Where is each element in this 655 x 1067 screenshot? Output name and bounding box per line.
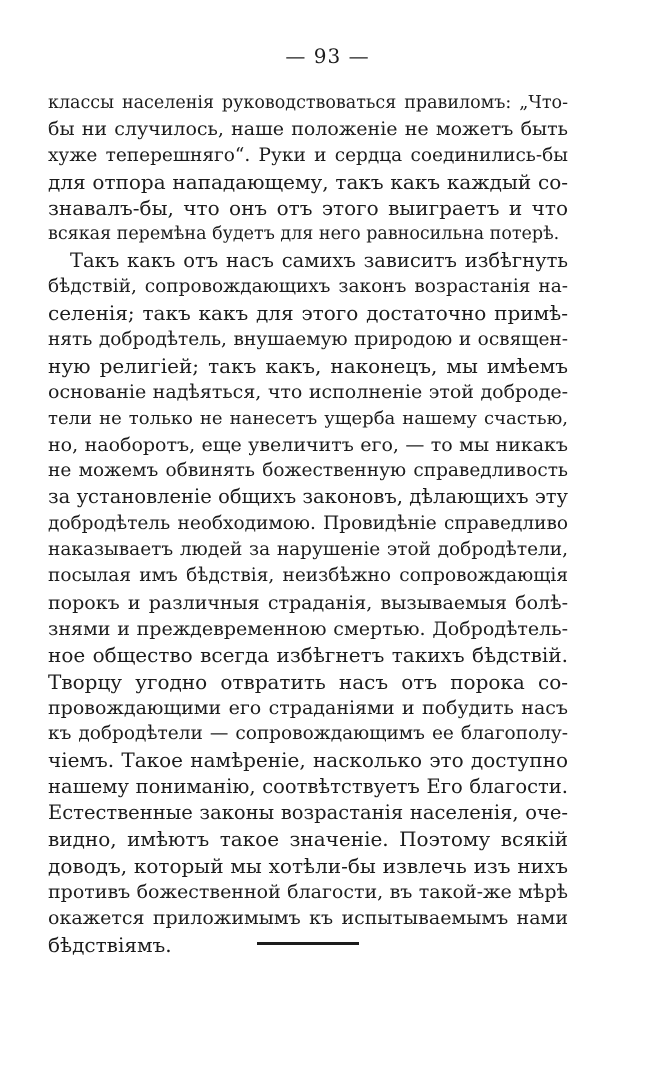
text-line: тели не только не нанесетъ ущерба нашему счастью, bbox=[48, 407, 568, 429]
text-line: къ добродѣтели — сопровождающимъ ее благополу- bbox=[48, 723, 568, 745]
page-number: — 93 — bbox=[285, 44, 370, 68]
text-line: бѣдствій, сопровождающихъ законъ возрастанія на- bbox=[48, 276, 568, 298]
text-line: для отпора нападающему, такъ какъ каждый со- bbox=[48, 169, 568, 194]
text-line: не можемъ обвинять божественную справедливость bbox=[48, 460, 568, 482]
text-line: селенія; такъ какъ для этого достаточно примѣ- bbox=[48, 301, 568, 326]
text-line: посылая имъ бѣдствія, неизбѣжно сопровождающія bbox=[48, 565, 568, 587]
text-line: хуже теперешняго“. Руки и сердца соединились-бы bbox=[48, 144, 568, 166]
text-line: знавалъ-бы, что онъ отъ этого выиграетъ и что bbox=[48, 196, 568, 221]
text-line: провождающими его страданіями и побудить насъ bbox=[48, 696, 568, 719]
body-text bbox=[48, 90, 568, 958]
text-line: добродѣтель необходимою. Провидѣніе справедливо bbox=[48, 512, 568, 534]
text-line: наказываетъ людей за нарушеніе этой добродѣтели, bbox=[48, 539, 568, 561]
text-line: нашему пониманію, соотвѣтствуетъ Его благости. bbox=[48, 774, 568, 798]
text-line: ное общество всегда избѣгнетъ такихъ бѣдствій. bbox=[48, 643, 568, 668]
text-line: за установленіе общихъ законовъ, дѣлающихъ эту bbox=[48, 485, 568, 509]
text-line: знями и преждевременною смертью. Добродѣтель- bbox=[48, 617, 568, 640]
text-line: доводъ, который мы хотѣли-бы извлечь изъ нихъ bbox=[48, 853, 568, 878]
text-line: бы ни случилось, наше положеніе не можетъ быть bbox=[48, 118, 568, 141]
text-line: нять добродѣтель, внушаемую природою и освящен- bbox=[48, 328, 568, 350]
text-line: Такъ какъ отъ насъ самихъ зависитъ избѣгнуть bbox=[70, 248, 568, 272]
text-line: порокъ и различныя страданія, вызываемыя болѣ- bbox=[48, 591, 568, 614]
text-line: ную религіей; такъ какъ, наконецъ, мы имѣемъ bbox=[48, 353, 568, 378]
paragraph-2 bbox=[48, 248, 568, 958]
text-line: бѣдствіямъ. bbox=[48, 932, 172, 957]
end-rule bbox=[257, 942, 359, 945]
text-line: Естественные законы возрастанія населенія, оче- bbox=[48, 801, 568, 825]
paragraph-1 bbox=[48, 90, 568, 248]
text-line: видно, имѣютъ такое значеніе. Поэтому всякій bbox=[48, 827, 568, 852]
text-line: классы населенія руководствоваться правиломъ: „Что- bbox=[48, 93, 568, 113]
text-line: Творцу угодно отвратить насъ отъ порока со- bbox=[48, 669, 568, 694]
text-line: противъ божественной благости, въ такой-же мѣрѣ bbox=[48, 880, 568, 903]
text-line: всякая перемѣна будетъ для него равносильна потерѣ. bbox=[48, 224, 560, 245]
text-line: окажется приложимымъ къ испытываемымъ нами bbox=[48, 907, 568, 930]
text-line: основаніе надѣяться, что исполненіе этой доброде- bbox=[48, 381, 568, 404]
text-line: чіемъ. Такое намѣреніе, насколько это доступно bbox=[48, 748, 568, 773]
text-line: но, наоборотъ, еще увеличитъ его, — то мы никакъ bbox=[48, 433, 568, 456]
